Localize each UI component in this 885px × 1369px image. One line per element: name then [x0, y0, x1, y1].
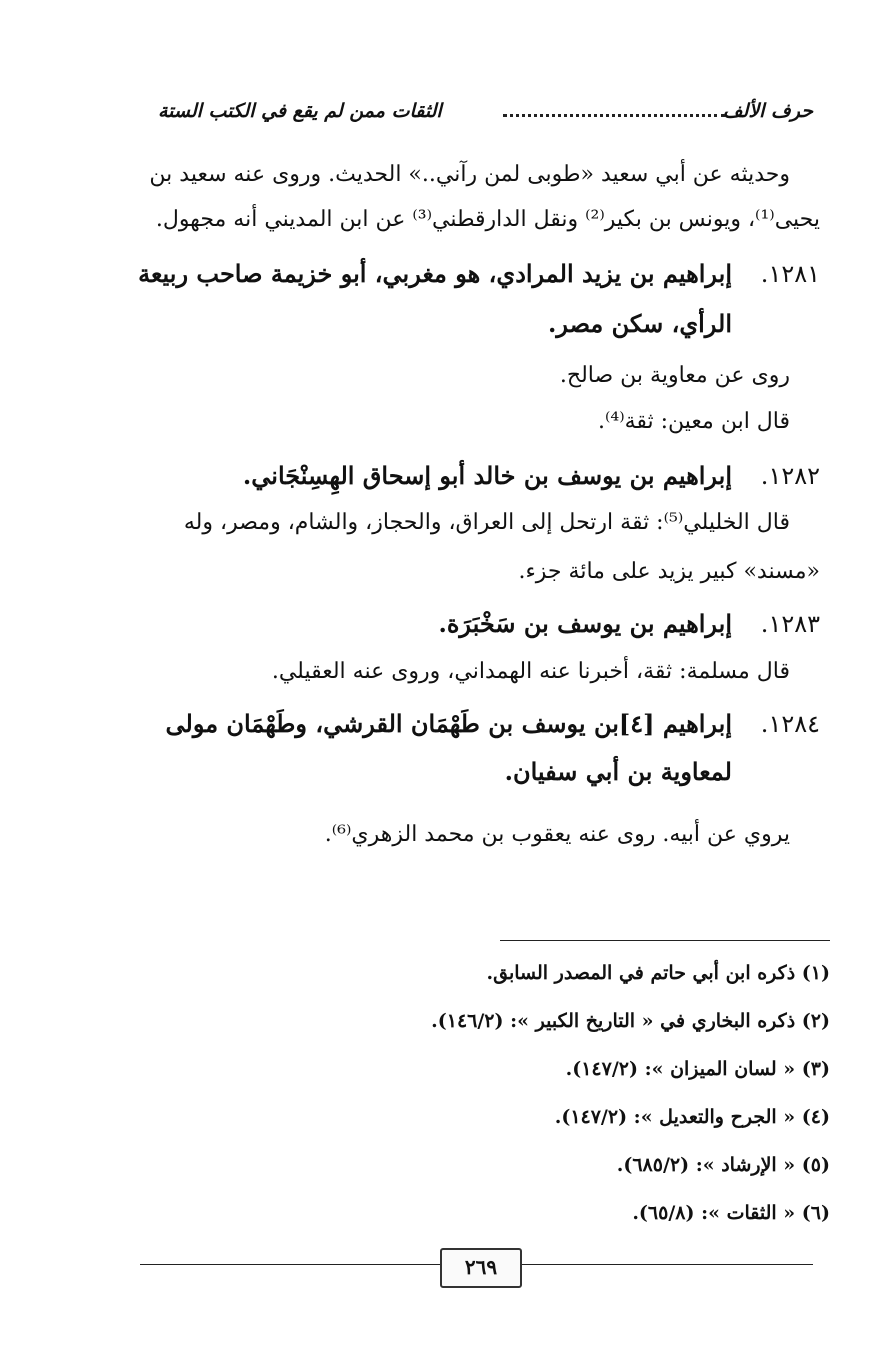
entry-1281-body-1: روى عن معاوية بن صالح. — [559, 363, 790, 388]
entry-title: إبراهيم بن يوسف بن سَخْبَرَة. — [438, 609, 732, 638]
entry-title: إبراهيم بن يوسف بن خالد أبو إسحاق الهِسِنْجَاني. — [242, 461, 732, 490]
footer-rule-right — [518, 1264, 813, 1265]
footnote-6: (٦) « الثقات »: (٦٥/٨). — [632, 1202, 830, 1224]
footnote-3: (٣) « لسان الميزان »: (١٤٧/٢). — [565, 1058, 830, 1080]
entry-title-cont: لمعاوية بن أبي سفيان. — [504, 757, 732, 786]
entry-1283-body-1: قال مسلمة: ثقة، أخبرنا عنه الهمداني، وروى عنه العقيلي. — [271, 659, 790, 684]
header-book-title: الثقات ممن لم يقع في الكتب الستة — [158, 100, 442, 122]
entry-1282-body-2: «مسند» كبير يزيد على مائة جزء. — [518, 559, 820, 584]
entry-1281-title — [120, 252, 820, 296]
footnote-separator — [500, 940, 830, 941]
entry-1282-title — [120, 454, 820, 498]
intro-line-2: يحيى⁽¹⁾، ويونس بن بكير⁽²⁾ ونقل الدارقطني⁽³⁾ عن ابن المديني أنه مجهول. — [155, 207, 820, 232]
running-header — [158, 100, 813, 132]
intro-paragraph — [140, 152, 820, 242]
entry-1282-body-1: قال الخليلي⁽⁵⁾: ثقة ارتحل إلى العراق، والحجاز، والشام، ومصر، وله — [183, 510, 790, 535]
entry-1284-title — [120, 702, 820, 746]
entry-title: إبراهيم بن يزيد المرادي، هو مغربي، أبو خزيمة صاحب ربيعة — [138, 259, 732, 288]
entry-1284-title-cont — [132, 750, 732, 794]
entry-title: إبراهيم [٤]بن يوسف بن طَهْمَان القرشي، وطَهْمَان مولى — [165, 709, 732, 738]
entry-1281-title-cont — [132, 302, 732, 346]
entry-number: ١٢٨١. — [760, 260, 820, 288]
footnote-5: (٥) « الإرشاد »: (٦٨٥/٢). — [616, 1154, 830, 1176]
entry-number: ١٢٨٤. — [760, 710, 820, 738]
entry-number: ١٢٨٢. — [760, 462, 820, 490]
entry-1284-body-1: يروي عن أبيه. روى عنه يعقوب بن محمد الزهري⁽⁶⁾. — [324, 822, 790, 847]
header-chapter: حرف الألف — [722, 100, 813, 122]
entry-number: ١٢٨٣. — [760, 610, 820, 638]
footnote-1: (١) ذكره ابن أبي حاتم في المصدر السابق. — [486, 962, 830, 984]
header-leader-dots — [503, 114, 725, 117]
footnote-4: (٤) « الجرح والتعديل »: (١٤٧/٢). — [554, 1106, 830, 1128]
entry-1281-body-2: قال ابن معين: ثقة⁽⁴⁾. — [597, 409, 790, 434]
entry-1283-title — [120, 602, 820, 646]
entry-title-cont: الرأي، سكن مصر. — [547, 309, 732, 338]
footnote-2: (٢) ذكره البخاري في « التاريخ الكبير »: (١٤٦/٢). — [431, 1010, 830, 1032]
footer-rule-left — [140, 1264, 440, 1265]
intro-line-1: وحديثه عن أبي سعيد «طوبى لمن رآني..» الحديث. وروى عنه سعيد بن — [149, 162, 790, 187]
page-number: ٢٦٩ — [440, 1248, 522, 1288]
